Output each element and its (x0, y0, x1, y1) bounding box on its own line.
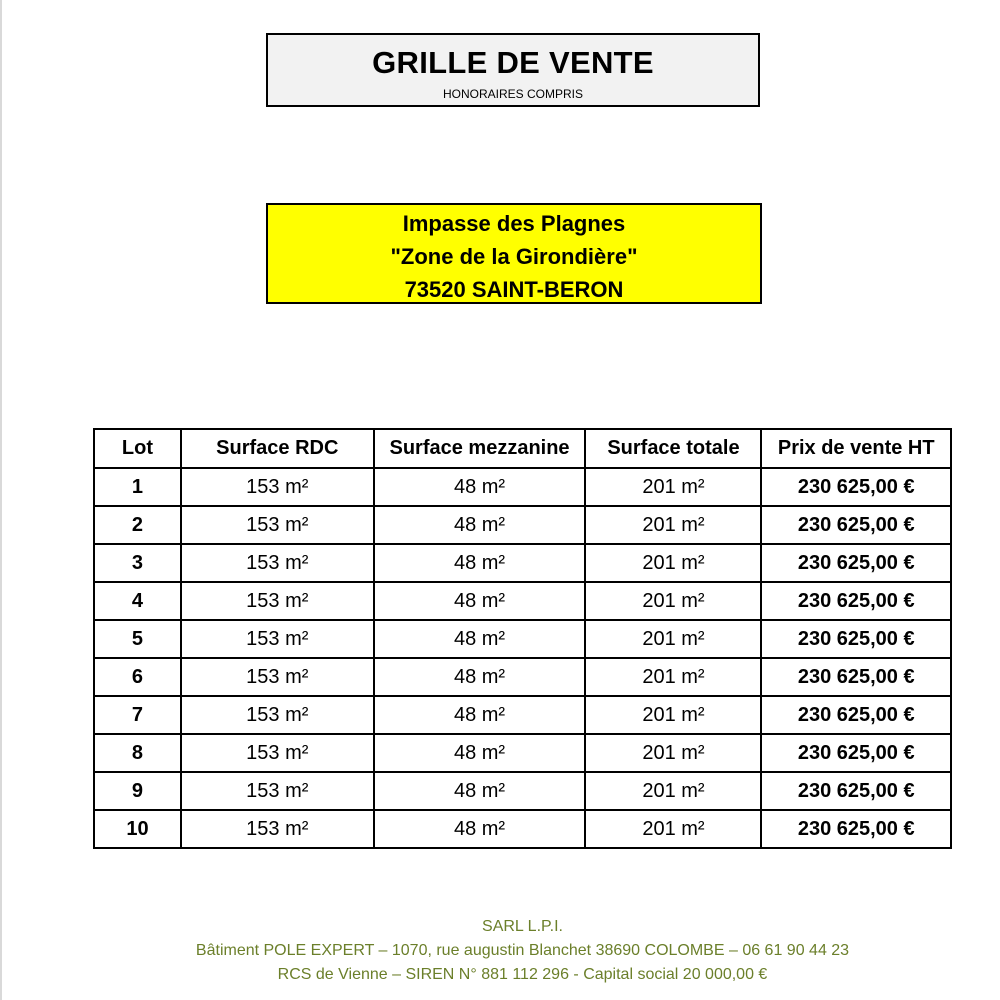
table-header-row (94, 429, 951, 468)
cell-surface-mezzanine: 48 m² (374, 544, 586, 582)
table-row (94, 658, 951, 696)
header-surface-mezzanine: Surface mezzanine (374, 429, 586, 468)
cell-surface-mezzanine: 48 m² (374, 620, 586, 658)
cell-surface-totale: 201 m² (585, 658, 761, 696)
cell-surface-totale: 201 m² (585, 506, 761, 544)
cell-surface-mezzanine: 48 m² (374, 810, 586, 848)
footer (0, 915, 1000, 987)
cell-prix: 230 625,00 € (761, 772, 951, 810)
cell-lot: 1 (94, 468, 181, 506)
cell-lot: 9 (94, 772, 181, 810)
page-subtitle: HONORAIRES COMPRIS (442, 87, 583, 101)
table-row (94, 544, 951, 582)
cell-prix: 230 625,00 € (761, 696, 951, 734)
table-row (94, 734, 951, 772)
cell-lot: 6 (94, 658, 181, 696)
cell-prix: 230 625,00 € (761, 468, 951, 506)
cell-surface-totale: 201 m² (585, 620, 761, 658)
cell-surface-totale: 201 m² (585, 734, 761, 772)
cell-lot: 5 (94, 620, 181, 658)
footer-company: SARL L.P.I. (482, 918, 563, 935)
cell-surface-rdc: 153 m² (181, 772, 374, 810)
address-street: Impasse des Plagnes (402, 211, 626, 236)
table-row (94, 620, 951, 658)
cell-surface-mezzanine: 48 m² (374, 734, 586, 772)
cell-surface-mezzanine: 48 m² (374, 696, 586, 734)
cell-prix: 230 625,00 € (761, 620, 951, 658)
cell-surface-rdc: 153 m² (181, 544, 374, 582)
cell-lot: 3 (94, 544, 181, 582)
title-box (266, 33, 760, 107)
cell-surface-rdc: 153 m² (181, 468, 374, 506)
cell-surface-mezzanine: 48 m² (374, 506, 586, 544)
price-grid-table (93, 428, 952, 849)
cell-surface-rdc: 153 m² (181, 658, 374, 696)
cell-surface-rdc: 153 m² (181, 506, 374, 544)
cell-surface-mezzanine: 48 m² (374, 772, 586, 810)
table-row (94, 468, 951, 506)
page-edge-divider (0, 0, 2, 1000)
cell-lot: 8 (94, 734, 181, 772)
header-prix-vente: Prix de vente HT (761, 429, 951, 468)
table-row (94, 772, 951, 810)
table-row (94, 696, 951, 734)
cell-prix: 230 625,00 € (761, 810, 951, 848)
footer-address: Bâtiment POLE EXPERT – 1070, rue augustin Blanchet 38690 COLOMBE – 06 61 90 44 23 (195, 942, 850, 959)
table-row (94, 506, 951, 544)
cell-surface-rdc: 153 m² (181, 696, 374, 734)
cell-surface-totale: 201 m² (585, 582, 761, 620)
cell-prix: 230 625,00 € (761, 506, 951, 544)
cell-lot: 2 (94, 506, 181, 544)
cell-surface-totale: 201 m² (585, 468, 761, 506)
address-city: 73520 SAINT-BERON (404, 277, 624, 302)
footer-registration: RCS de Vienne – SIREN N° 881 112 296 - Capital social 20 000,00 € (277, 966, 768, 983)
header-lot: Lot (94, 429, 181, 468)
cell-prix: 230 625,00 € (761, 544, 951, 582)
cell-surface-mezzanine: 48 m² (374, 468, 586, 506)
cell-prix: 230 625,00 € (761, 582, 951, 620)
cell-prix: 230 625,00 € (761, 734, 951, 772)
header-surface-totale: Surface totale (585, 429, 761, 468)
cell-surface-mezzanine: 48 m² (374, 582, 586, 620)
cell-surface-totale: 201 m² (585, 544, 761, 582)
cell-prix: 230 625,00 € (761, 658, 951, 696)
cell-surface-mezzanine: 48 m² (374, 658, 586, 696)
cell-lot: 4 (94, 582, 181, 620)
cell-surface-totale: 201 m² (585, 810, 761, 848)
cell-surface-rdc: 153 m² (181, 582, 374, 620)
cell-surface-rdc: 153 m² (181, 620, 374, 658)
cell-lot: 10 (94, 810, 181, 848)
address-zone: "Zone de la Girondière" (390, 244, 638, 269)
cell-surface-rdc: 153 m² (181, 810, 374, 848)
address-box (266, 203, 762, 304)
cell-surface-totale: 201 m² (585, 772, 761, 810)
header-surface-rdc: Surface RDC (181, 429, 374, 468)
cell-lot: 7 (94, 696, 181, 734)
page-title: GRILLE DE VENTE (372, 45, 654, 80)
table-row (94, 582, 951, 620)
table-row (94, 810, 951, 848)
cell-surface-totale: 201 m² (585, 696, 761, 734)
cell-surface-rdc: 153 m² (181, 734, 374, 772)
